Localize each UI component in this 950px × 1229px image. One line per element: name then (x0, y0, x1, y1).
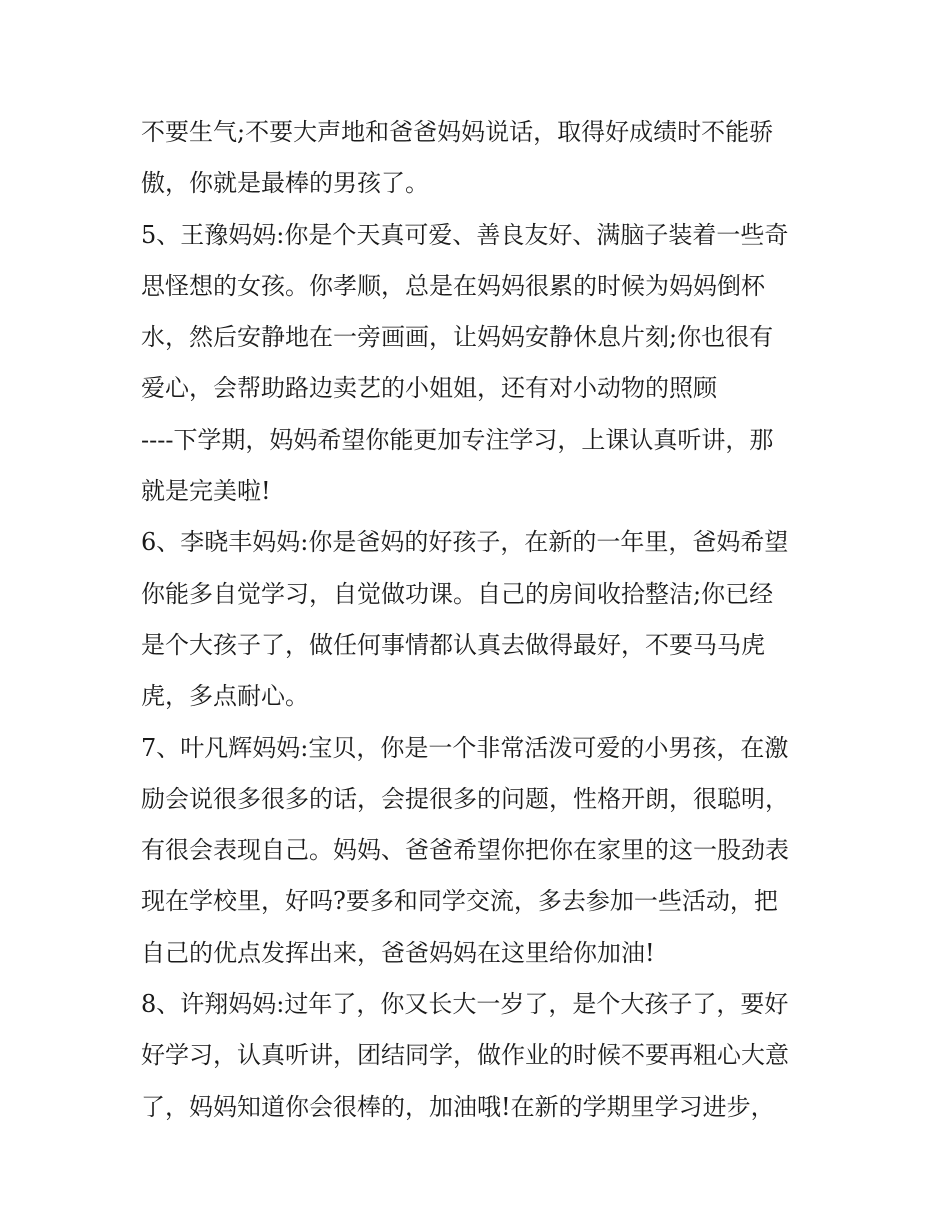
text-line: 你能多自觉学习，自觉做功课。自己的房间收拾整洁;你已经 (141, 579, 774, 608)
text-line: 傲，你就是最棒的男孩了。 (141, 169, 429, 198)
text-line: 5、王豫妈妈:你是个天真可爱、善良友好、满脑子装着一些奇 (141, 220, 789, 249)
text-line: 虎，多点耐心。 (141, 682, 309, 711)
text-line: 就是完美啦! (141, 477, 271, 506)
text-line: 自己的优点发挥出来，爸爸妈妈在这里给你加油! (141, 938, 655, 967)
text-line: 了，妈妈知道你会很棒的，加油哦!在新的学期里学习进步， (141, 1092, 775, 1121)
text-line: ----下学期，妈妈希望你能更加专注学习，上课认真听讲，那 (141, 425, 774, 454)
text-line: 水，然后安静地在一旁画画，让妈妈安静休息片刻;你也很有 (141, 323, 774, 352)
text-line: 有很会表现自己。妈妈、爸爸希望你把你在家里的这一股劲表 (141, 836, 789, 865)
text-line: 现在学校里，好吗?要多和同学交流，多去参加一些活动，把 (141, 887, 778, 916)
document-body-text (141, 107, 821, 1133)
text-line: 好学习，认真听讲，团结同学，做作业的时候不要再粗心大意 (141, 1041, 789, 1070)
text-line: 是个大孩子了，做任何事情都认真去做得最好，不要马马虎 (141, 630, 765, 659)
text-line: 6、李晓丰妈妈:你是爸妈的好孩子，在新的一年里，爸妈希望 (141, 528, 789, 557)
text-line: 思怪想的女孩。你孝顺，总是在妈妈很累的时候为妈妈倒杯 (141, 271, 765, 300)
text-line: 7、叶凡辉妈妈:宝贝，你是一个非常活泼可爱的小男孩，在激 (141, 733, 789, 762)
text-line: 励会说很多很多的话，会提很多的问题，性格开朗，很聪明， (141, 784, 789, 813)
text-line: 8、许翔妈妈:过年了，你又长大一岁了，是个大孩子了，要好 (141, 990, 789, 1019)
text-line: 爱心，会帮助路边卖艺的小姐姐，还有对小动物的照顾 (141, 374, 717, 403)
text-line: 不要生气;不要大声地和爸爸妈妈说话，取得好成绩时不能骄 (141, 118, 774, 146)
